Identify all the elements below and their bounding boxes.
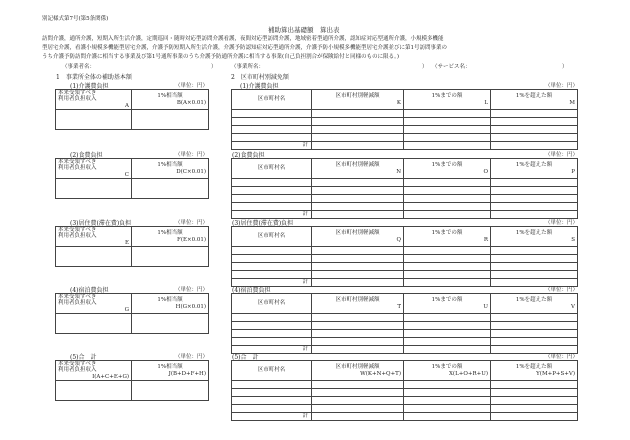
- left-block-4-table: [55, 293, 209, 334]
- label: 1%相当額: [157, 230, 183, 237]
- services-line-2: 型居宅介護，看護小規模多機能型居宅介護，介護予防短期入所生活介護，介護予防認知症対応型通所介護，介護予防小規模多機能型居宅介護並びに第1号訪問事業の: [42, 45, 448, 51]
- letter: K: [396, 99, 401, 106]
- cell[interactable]: [491, 322, 578, 330]
- label: 利用者負担収入: [58, 165, 97, 172]
- cell[interactable]: [491, 179, 578, 187]
- right-block-5-table: [231, 360, 578, 421]
- label: 1%相当額: [157, 162, 183, 169]
- col-municipality: [232, 90, 312, 110]
- cell[interactable]: [404, 179, 491, 187]
- label: 本来受領すべき: [58, 294, 97, 301]
- right-block-1-title: (1)介護費負担: [240, 83, 279, 90]
- cell[interactable]: [312, 381, 404, 389]
- label: 1%までの額: [431, 230, 463, 237]
- cell[interactable]: [404, 389, 491, 397]
- cell[interactable]: [232, 247, 312, 255]
- left-block-2-input-c[interactable]: [56, 179, 132, 199]
- label: 利用者負担収入: [58, 300, 97, 307]
- col-reduction: [312, 361, 404, 381]
- label: 1%を超えた額: [515, 93, 553, 100]
- letter: O: [483, 168, 488, 175]
- col-up-to-1pct: [404, 361, 491, 381]
- left-block-1-input-b[interactable]: [132, 110, 209, 130]
- cell[interactable]: [312, 338, 404, 346]
- cell[interactable]: [312, 110, 404, 118]
- right-block-3-unit: （単位：円）: [545, 220, 579, 226]
- left-block-5-table: [55, 360, 209, 401]
- letter: X(L+O+R+U): [449, 370, 488, 377]
- right-block-1-table: [231, 89, 578, 150]
- formula: F(E×0.01): [177, 236, 206, 243]
- label: 1%までの額: [431, 162, 463, 169]
- cell[interactable]: [491, 255, 578, 263]
- left-block-5-input-i[interactable]: [56, 381, 132, 401]
- left-block-5-rate-cell: [132, 361, 209, 381]
- col-reduction: [312, 90, 404, 110]
- cell[interactable]: [232, 271, 312, 279]
- cell[interactable]: [404, 279, 491, 287]
- left-block-4-input-h[interactable]: [132, 314, 209, 334]
- right-block-5-unit: （単位：円）: [545, 354, 579, 360]
- cell[interactable]: [312, 195, 404, 203]
- cell[interactable]: [404, 255, 491, 263]
- cell[interactable]: [404, 330, 491, 338]
- col-municipality: [232, 294, 312, 314]
- letter: E: [124, 239, 129, 246]
- left-block-3-unit: （単位：円）: [175, 220, 209, 226]
- cell[interactable]: [491, 271, 578, 279]
- label: 1%までの額: [431, 364, 463, 371]
- cell[interactable]: [312, 346, 404, 354]
- right-block-3-table: [231, 226, 578, 287]
- left-block-1-income-cell: [56, 90, 132, 110]
- total-label: 計: [232, 413, 312, 421]
- label: 区市町村名: [257, 233, 286, 240]
- cell[interactable]: [491, 118, 578, 126]
- form-reference: 別記様式第7号(第5条関係): [42, 16, 109, 22]
- letter: P: [571, 168, 575, 175]
- cell[interactable]: [312, 405, 404, 413]
- cell[interactable]: [232, 397, 312, 405]
- cell[interactable]: [312, 397, 404, 405]
- cell[interactable]: [312, 247, 404, 255]
- label: 区市町村名: [257, 300, 286, 307]
- cell[interactable]: [404, 381, 491, 389]
- col-reduction: [312, 294, 404, 314]
- cell[interactable]: [404, 263, 491, 271]
- cell[interactable]: [232, 389, 312, 397]
- label: 区市町村名: [257, 96, 286, 103]
- formula: D(C×0.01): [176, 168, 206, 175]
- right-block-4-table: [231, 293, 578, 354]
- right-block-2-title: (2)食費負担: [232, 152, 265, 159]
- left-block-5-income-cell: [56, 361, 132, 381]
- business-operator-close: ）: [211, 64, 217, 70]
- right-block-4-title: (4)宿泊費負担: [232, 287, 271, 294]
- cell[interactable]: [404, 110, 491, 118]
- cell[interactable]: [491, 247, 578, 255]
- label: 本来受領すべき: [58, 90, 97, 97]
- cell[interactable]: [312, 126, 404, 134]
- cell[interactable]: [312, 179, 404, 187]
- cell[interactable]: [404, 397, 491, 405]
- cell[interactable]: [232, 314, 312, 322]
- cell[interactable]: [404, 346, 491, 354]
- label: 1%を超えた額: [515, 297, 553, 304]
- formula: B(A×0.01): [176, 99, 206, 106]
- col-over-1pct: [491, 361, 578, 381]
- col-up-to-1pct: [404, 90, 491, 110]
- left-block-3-input-f[interactable]: [132, 247, 209, 267]
- cell[interactable]: [232, 381, 312, 389]
- left-block-2-rate-cell: [132, 159, 209, 179]
- col-over-1pct: [491, 90, 578, 110]
- page-title: 補助算出基礎額 算出表: [268, 26, 340, 34]
- right-block-1-unit: （単位：円）: [545, 83, 579, 89]
- letter: W(K+N+Q+T): [360, 370, 401, 377]
- total-label: 計: [232, 346, 312, 354]
- cell[interactable]: [232, 255, 312, 263]
- cell[interactable]: [232, 187, 312, 195]
- cell[interactable]: [404, 118, 491, 126]
- cell[interactable]: [232, 263, 312, 271]
- right-block-5-title: (5)合 計: [232, 354, 259, 361]
- letter: L: [484, 99, 488, 106]
- right-block-3-title: (3)居住費(滞在費)負担: [232, 220, 294, 227]
- label: 1%までの額: [431, 93, 463, 100]
- left-block-3-rate-cell: [132, 227, 209, 247]
- cell[interactable]: [491, 413, 578, 421]
- cell[interactable]: [404, 247, 491, 255]
- section-1-heading: 1 事業所全体の補助基本額: [56, 74, 132, 81]
- left-block-3-table: [55, 226, 209, 267]
- letter: C: [124, 171, 129, 178]
- cell[interactable]: [312, 389, 404, 397]
- cell[interactable]: [491, 381, 578, 389]
- label: 利用者負担収入: [58, 233, 97, 240]
- cell[interactable]: [491, 405, 578, 413]
- cell[interactable]: [491, 195, 578, 203]
- letter: M: [569, 99, 575, 106]
- right-block-2-table: [231, 158, 578, 219]
- services-line-1: 訪問介護，通所介護，短期入所生活介護，定期巡回・随時対応型訪問介護看護，夜間対応型訪問介護，地域密着型通所介護，認知症対応型通所介護，小規模多機能: [42, 36, 444, 42]
- left-block-4-rate-cell: [132, 294, 209, 314]
- letter: G: [124, 306, 129, 313]
- label: 区市町村別軽減額: [335, 162, 380, 169]
- letter: A: [125, 102, 129, 109]
- col-reduction: [312, 227, 404, 247]
- total-label: 計: [232, 279, 312, 287]
- cell[interactable]: [404, 314, 491, 322]
- section-2-heading: 2 区市町村別減免額: [231, 74, 289, 81]
- formula: J(B+D+F+H): [168, 370, 206, 377]
- left-block-5-title: (5)合 計: [70, 354, 97, 361]
- letter: V: [571, 303, 575, 310]
- left-block-2-table: [55, 158, 209, 199]
- cell[interactable]: [404, 211, 491, 219]
- cell[interactable]: [491, 330, 578, 338]
- cell[interactable]: [491, 263, 578, 271]
- left-block-2-unit: （単位：円）: [175, 152, 209, 158]
- cell[interactable]: [491, 142, 578, 150]
- cell[interactable]: [312, 255, 404, 263]
- service-name-close: ）: [562, 64, 568, 70]
- cell[interactable]: [232, 195, 312, 203]
- cell[interactable]: [491, 389, 578, 397]
- label: 1%を超えた額: [515, 230, 553, 237]
- cell[interactable]: [232, 179, 312, 187]
- cell[interactable]: [312, 118, 404, 126]
- col-up-to-1pct: [404, 159, 491, 179]
- col-municipality: [232, 159, 312, 179]
- cell[interactable]: [491, 397, 578, 405]
- left-block-4-income-cell: [56, 294, 132, 314]
- label: 区市町村別軽減額: [335, 364, 380, 371]
- cell[interactable]: [491, 134, 578, 142]
- col-municipality: [232, 361, 312, 381]
- col-reduction: [312, 159, 404, 179]
- cell[interactable]: [312, 187, 404, 195]
- col-over-1pct: [491, 294, 578, 314]
- cell[interactable]: [232, 110, 312, 118]
- total-label: 計: [232, 142, 312, 150]
- cell[interactable]: [491, 203, 578, 211]
- left-block-3-title: (3)居住費(滞在費)負担: [70, 220, 132, 227]
- cell[interactable]: [491, 187, 578, 195]
- left-block-5-unit: （単位：円）: [175, 354, 209, 360]
- left-block-2-input-d[interactable]: [132, 179, 209, 199]
- letter: S: [571, 236, 575, 243]
- label: 本来受領すべき: [58, 361, 97, 368]
- cell[interactable]: [404, 187, 491, 195]
- left-block-3-income-cell: [56, 227, 132, 247]
- cell[interactable]: [232, 322, 312, 330]
- label: 1%相当額: [157, 93, 183, 100]
- cell[interactable]: [312, 142, 404, 150]
- cell[interactable]: [312, 134, 404, 142]
- cell[interactable]: [491, 338, 578, 346]
- office-name-close: ）: [422, 64, 428, 70]
- cell[interactable]: [404, 405, 491, 413]
- label: 本来受領すべき: [58, 227, 97, 234]
- cell[interactable]: [232, 118, 312, 126]
- letter: U: [483, 303, 488, 310]
- cell[interactable]: [404, 195, 491, 203]
- services-line-3: うち介護予防訪問介護に相当する事業及び第1号通所事業のうち介護予防通所介護に相当する事業(自己負担割合が保険給付と同様のものに限る。): [42, 54, 400, 60]
- cell[interactable]: [491, 126, 578, 134]
- cell[interactable]: [232, 134, 312, 142]
- office-name-label: （事業所名：: [231, 64, 265, 70]
- cell[interactable]: [491, 314, 578, 322]
- left-block-4-unit: （単位：円）: [175, 287, 209, 293]
- label: 区市町村名: [257, 165, 286, 172]
- label: 1%を超えた額: [515, 364, 553, 371]
- cell[interactable]: [232, 338, 312, 346]
- left-block-1-unit: （単位：円）: [175, 83, 209, 89]
- right-block-4-unit: （単位：円）: [545, 287, 579, 293]
- total-label: 計: [232, 211, 312, 219]
- cell[interactable]: [312, 314, 404, 322]
- cell[interactable]: [312, 271, 404, 279]
- cell[interactable]: [404, 338, 491, 346]
- cell[interactable]: [404, 271, 491, 279]
- label: 区市町村別軽減額: [335, 230, 380, 237]
- col-over-1pct: [491, 159, 578, 179]
- left-block-5-input-j[interactable]: [132, 381, 209, 401]
- label: 1%相当額: [157, 364, 183, 371]
- letter: N: [396, 168, 401, 175]
- letter: T: [397, 303, 401, 310]
- letter: I(A+C+E+G): [92, 373, 129, 380]
- cell[interactable]: [312, 279, 404, 287]
- label: 利用者負担収入: [58, 96, 97, 103]
- cell[interactable]: [404, 126, 491, 134]
- left-block-1-table: [55, 89, 209, 130]
- label: 区市町村別軽減額: [335, 297, 380, 304]
- formula: H(G×0.01): [175, 303, 206, 310]
- col-up-to-1pct: [404, 227, 491, 247]
- cell[interactable]: [232, 203, 312, 211]
- letter: Y(M+P+S+V): [536, 370, 575, 377]
- left-block-1-rate-cell: [132, 90, 209, 110]
- col-over-1pct: [491, 227, 578, 247]
- left-block-2-title: (2)食費負担: [70, 152, 103, 159]
- letter: Q: [396, 236, 401, 243]
- left-block-1-input-a[interactable]: [56, 110, 132, 130]
- service-name-label: （サービス名：: [432, 64, 471, 70]
- label: 区市町村名: [257, 367, 286, 374]
- left-block-1-title: (1)介護費負担: [70, 83, 109, 90]
- cell[interactable]: [312, 413, 404, 421]
- left-block-4-input-g[interactable]: [56, 314, 132, 334]
- label: 1%を超えた額: [515, 162, 553, 169]
- cell[interactable]: [312, 263, 404, 271]
- cell[interactable]: [491, 110, 578, 118]
- cell[interactable]: [404, 413, 491, 421]
- cell[interactable]: [312, 330, 404, 338]
- cell[interactable]: [404, 142, 491, 150]
- col-up-to-1pct: [404, 294, 491, 314]
- cell[interactable]: [232, 330, 312, 338]
- cell[interactable]: [404, 322, 491, 330]
- label: 区市町村別軽減額: [335, 93, 380, 100]
- cell[interactable]: [232, 126, 312, 134]
- cell[interactable]: [404, 203, 491, 211]
- cell[interactable]: [312, 211, 404, 219]
- right-block-2-unit: （単位：円）: [545, 152, 579, 158]
- label: 利用者負担収入: [58, 367, 97, 374]
- left-block-4-title: (4)宿泊費負担: [70, 287, 109, 294]
- left-block-3-input-e[interactable]: [56, 247, 132, 267]
- label: 1%までの額: [431, 297, 463, 304]
- label: 1%相当額: [157, 297, 183, 304]
- cell[interactable]: [232, 405, 312, 413]
- cell[interactable]: [312, 203, 404, 211]
- letter: R: [483, 236, 488, 243]
- cell[interactable]: [312, 322, 404, 330]
- left-block-2-income-cell: [56, 159, 132, 179]
- col-municipality: [232, 227, 312, 247]
- cell[interactable]: [404, 134, 491, 142]
- business-operator-label: （事業者名：: [62, 64, 96, 70]
- label: 本来受領すべき: [58, 159, 97, 166]
